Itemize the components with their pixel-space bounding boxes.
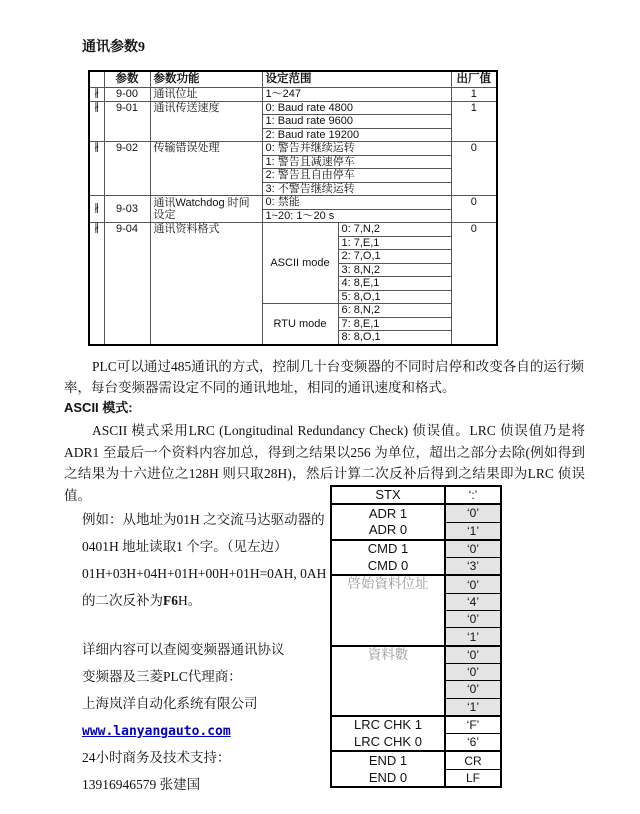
lrc-paragraph: ASCII 模式采用LRC (Longitudinal Redundancy Check) 侦误值。LRC 侦误值乃是将ADR1 至最后一个资料内容加总，得到之结果以256 为单位，超出之部分去除(例如得到之结果为十六进位之128H 则只取28H)，然后计算二次反补后得到之结果即为LRC 侦误值。	[64, 423, 585, 503]
example-and-contact-block	[82, 506, 332, 798]
intro-paragraph: PLC可以通过485通讯的方式，控制几十台变频器的不同时启停和改变各自的运行频率，每台变频器需设定不同的通讯地址，相同的通讯速度和格式。	[64, 359, 584, 395]
param-option: 0: 警告并继续运转	[262, 142, 451, 156]
frame-value: ‘0’	[445, 681, 501, 698]
param-option: 6: 8,N,2	[338, 304, 451, 318]
param-option: 1: 7,E,1	[338, 236, 451, 250]
frame-row	[331, 522, 501, 540]
param-id: 9-02	[104, 142, 150, 196]
contact-line: 24小时商务及技术支持：	[82, 750, 231, 765]
company-website-link[interactable]: www.lanyangauto.com	[82, 724, 231, 739]
param-table-header	[89, 71, 497, 88]
param-option: 1: Baud rate 9600	[262, 115, 451, 129]
adjustable-param-icon: ∦	[89, 142, 104, 196]
spacer	[82, 614, 332, 636]
frame-label: ADR 1	[331, 504, 445, 522]
param-option: 2: 7,O,1	[338, 250, 451, 264]
param-table	[88, 70, 498, 346]
param-id: 9-04	[104, 223, 150, 345]
page-title: 通讯参数9	[82, 40, 145, 55]
frame-value: ‘0’	[445, 611, 501, 628]
param-option: 3: 8,N,2	[338, 263, 451, 277]
param-option: 8: 8,O,1	[338, 331, 451, 345]
table-row	[89, 223, 497, 237]
adjustable-param-icon: ∦	[89, 101, 104, 142]
factory-value: 0	[451, 142, 497, 196]
table-row	[89, 101, 497, 115]
param-function: 通讯传送速度	[150, 101, 262, 142]
param-id: 9-03	[104, 196, 150, 223]
rtu-mode-label: RTU mode	[262, 304, 338, 345]
table-row	[89, 196, 497, 210]
frame-value: ‘4’	[445, 593, 501, 610]
frame-label: CMD 1	[331, 540, 445, 558]
frame-row	[331, 486, 501, 504]
frame-value: ‘0’	[445, 663, 501, 680]
frame-row	[331, 558, 501, 576]
param-option: 0: Baud rate 4800	[262, 101, 451, 115]
website-line	[82, 717, 332, 744]
example-line: 例如：从地址为01H 之交流马达驱动器的	[82, 512, 325, 527]
example-text: 的二次反补为	[82, 593, 163, 608]
ascii-mode-heading: ASCII 模式:	[64, 400, 133, 415]
param-option: 4: 8,E,1	[338, 277, 451, 291]
frame-row	[331, 646, 501, 664]
frame-label: END 0	[331, 769, 445, 787]
param-option: 1: 警告且减速停车	[262, 155, 451, 169]
example-line	[82, 587, 332, 614]
adjustable-param-icon: ∦	[89, 196, 104, 223]
param-option: 0: 7,N,2	[338, 223, 451, 237]
frame-label: ADR 0	[331, 522, 445, 540]
table-row	[89, 88, 497, 102]
example-text: H。	[178, 593, 202, 608]
frame-label: END 1	[331, 751, 445, 769]
table-row	[89, 142, 497, 156]
header-function: 参数功能	[150, 71, 262, 88]
frame-label: LRC CHK 1	[331, 716, 445, 734]
factory-value: 1	[451, 101, 497, 142]
frame-row	[331, 504, 501, 522]
frame-label-data-count: 資料數	[331, 646, 445, 716]
param-option: 2: Baud rate 19200	[262, 128, 451, 142]
param-option: 2: 警告且自由停车	[262, 169, 451, 183]
frame-value: ‘3’	[445, 558, 501, 576]
header-range: 设定范围	[262, 71, 451, 88]
frame-value: ‘1’	[445, 628, 501, 646]
header-factory: 出厂值	[451, 71, 497, 88]
factory-value: 0	[451, 223, 497, 345]
contact-line: 详细内容可以查阅变频器通讯协议	[82, 642, 285, 657]
frame-value: LF	[445, 769, 501, 787]
param-option: 1~20: 1～20 s	[262, 209, 451, 223]
frame-value: ‘1’	[445, 522, 501, 540]
frame-label-start-address: 啓始資料位址	[331, 575, 445, 645]
frame-label: STX	[331, 486, 445, 504]
lrc-result-value: F6	[163, 593, 178, 608]
param-option: 5: 8,O,1	[338, 290, 451, 304]
company-name: 上海岚洋自动化系统有限公司	[82, 696, 258, 711]
param-id: 9-00	[104, 88, 150, 102]
param-id: 9-01	[104, 101, 150, 142]
frame-value: ‘0’	[445, 540, 501, 558]
frame-value: ‘:’	[445, 486, 501, 504]
header-icon-cell	[89, 71, 104, 88]
frame-row	[331, 540, 501, 558]
factory-value: 0	[451, 196, 497, 223]
frame-value: CR	[445, 751, 501, 769]
frame-value: ‘0’	[445, 575, 501, 593]
frame-row	[331, 575, 501, 593]
header-param: 参数	[104, 71, 150, 88]
frame-value: ‘1’	[445, 698, 501, 716]
frame-value: ‘0’	[445, 646, 501, 664]
example-line: 01H+03H+04H+01H+00H+01H=0AH, 0AH	[82, 566, 327, 581]
contact-line: 变频器及三菱PLC代理商：	[82, 669, 242, 684]
param-option: 3: 不警告继续运转	[262, 182, 451, 196]
param-function: 通讯资料格式	[150, 223, 262, 345]
frame-row	[331, 716, 501, 734]
frame-value: ‘0’	[445, 504, 501, 522]
frame-row	[331, 769, 501, 787]
frame-row	[331, 751, 501, 769]
param-function: 通讯位址	[150, 88, 262, 102]
param-function: 通讯Watchdog 时间设定	[150, 196, 262, 223]
phone-line: 13916946579 张建国	[82, 777, 201, 792]
frame-row	[331, 734, 501, 752]
frame-label: LRC CHK 0	[331, 734, 445, 752]
param-function: 传输错误处理	[150, 142, 262, 196]
frame-value: ‘6’	[445, 734, 501, 752]
param-option: 7: 8,E,1	[338, 317, 451, 331]
adjustable-param-icon: ∦	[89, 223, 104, 345]
frame-table	[330, 485, 502, 788]
factory-value: 1	[451, 88, 497, 102]
frame-label: CMD 0	[331, 558, 445, 576]
param-option: 0: 禁能	[262, 196, 451, 210]
example-line: 0401H 地址读取1 个字。（见左边）	[82, 539, 288, 554]
frame-value: ‘F’	[445, 716, 501, 734]
param-option: 1～247	[262, 88, 451, 102]
ascii-mode-label: ASCII mode	[262, 223, 338, 304]
adjustable-param-icon: ∦	[89, 88, 104, 102]
